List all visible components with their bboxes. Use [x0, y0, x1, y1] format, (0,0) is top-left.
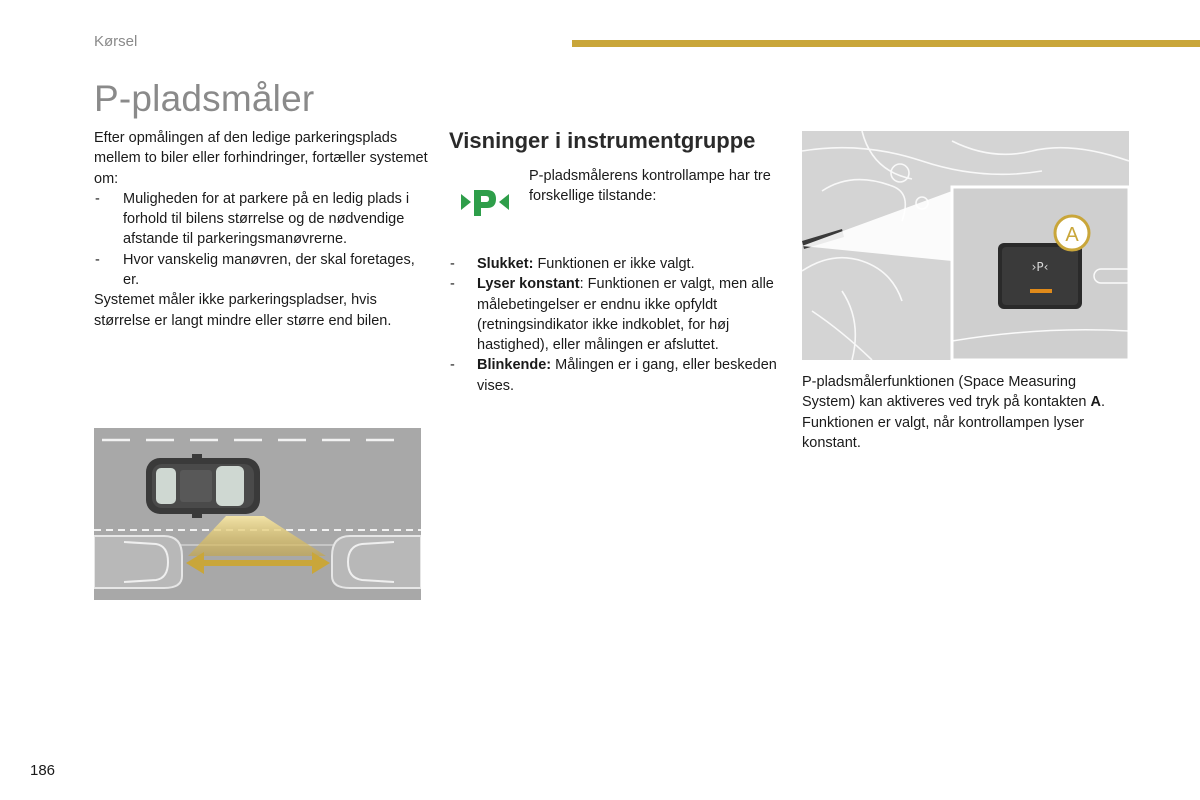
lamp-state-text: Funktionen er ikke valgt.	[533, 256, 695, 272]
intro-bullet	[94, 189, 429, 250]
svg-text:›P‹: ›P‹	[1031, 260, 1049, 274]
svg-text:A: A	[1065, 224, 1079, 246]
intro-column	[94, 128, 429, 331]
photo-caption	[802, 372, 1132, 453]
parking-space-measuring-diagram	[94, 428, 421, 600]
lamp-state-item	[449, 274, 779, 355]
instrument-heading: Visninger i instrumentgruppe	[449, 128, 756, 153]
intro-lead: Efter opmålingen af den ledige parkeringsplads mellem to biler eller forhindringer, fortæller systemet om:	[94, 130, 428, 187]
bullet-dash: -	[95, 251, 100, 268]
caption-bold-a: A	[1090, 394, 1101, 411]
header-accent-rule	[572, 40, 1200, 47]
lamp-state-term: Lyser konstant	[477, 276, 580, 293]
page-title: P-pladsmåler	[94, 78, 315, 119]
lamp-state-term: Blinkende:	[477, 357, 552, 374]
bullet-dash: -	[450, 357, 455, 374]
moving-car-icon	[146, 454, 260, 518]
parked-car-left-icon	[94, 536, 182, 588]
bullet-dash: -	[95, 190, 100, 207]
intro-bullet-text: Muligheden for at parkere på en ledig plads i forhold til bilens størrelse og de nødvendige afstande til parkeringsmanøvrerne.	[123, 190, 410, 248]
space-measuring-switch-icon	[998, 243, 1082, 309]
lamp-state-item	[449, 254, 779, 274]
caption-text: P-pladsmålerfunktionen (Space Measuring System) kan aktiveres ved tryk på kontakten	[802, 374, 1091, 411]
intro-bullet	[94, 250, 429, 291]
section-label: Kørsel	[94, 33, 138, 50]
lamp-description: P-pladsmålerens kontrollampe har tre forskellige tilstande:	[529, 168, 771, 205]
lamp-state-text: : Funktionen er valgt, men alle målebetingelser er endnu ikke opfyldt (retningsindikator ikke indkoblet, for høj hastighed), eller målingen er afsluttet.	[477, 276, 774, 354]
intro-closing: Systemet måler ikke parkeringspladser, hvis størrelse er langt mindre eller større end bilen.	[94, 292, 392, 329]
lamp-state-text: Målingen er i gang, eller beskeden vises.	[477, 357, 777, 394]
lamp-state-item	[449, 355, 779, 396]
intro-bullet-text: Hvor vanskelig manøvren, der skal foretages, er.	[123, 251, 415, 289]
lamp-state-term: Slukket:	[477, 256, 534, 272]
page-number: 186	[30, 762, 56, 779]
caption-text-end: . Funktionen er valgt, når kontrollampen lyser konstant.	[802, 394, 1106, 451]
bullet-dash: -	[450, 276, 455, 293]
parked-car-right-icon	[332, 536, 421, 588]
lamp-states-list	[449, 254, 779, 396]
parking-p-lamp-icon	[459, 186, 511, 218]
callout-a-icon	[1055, 216, 1089, 250]
dashboard-switch-illustration	[802, 131, 1129, 360]
bullet-dash: -	[450, 256, 455, 272]
